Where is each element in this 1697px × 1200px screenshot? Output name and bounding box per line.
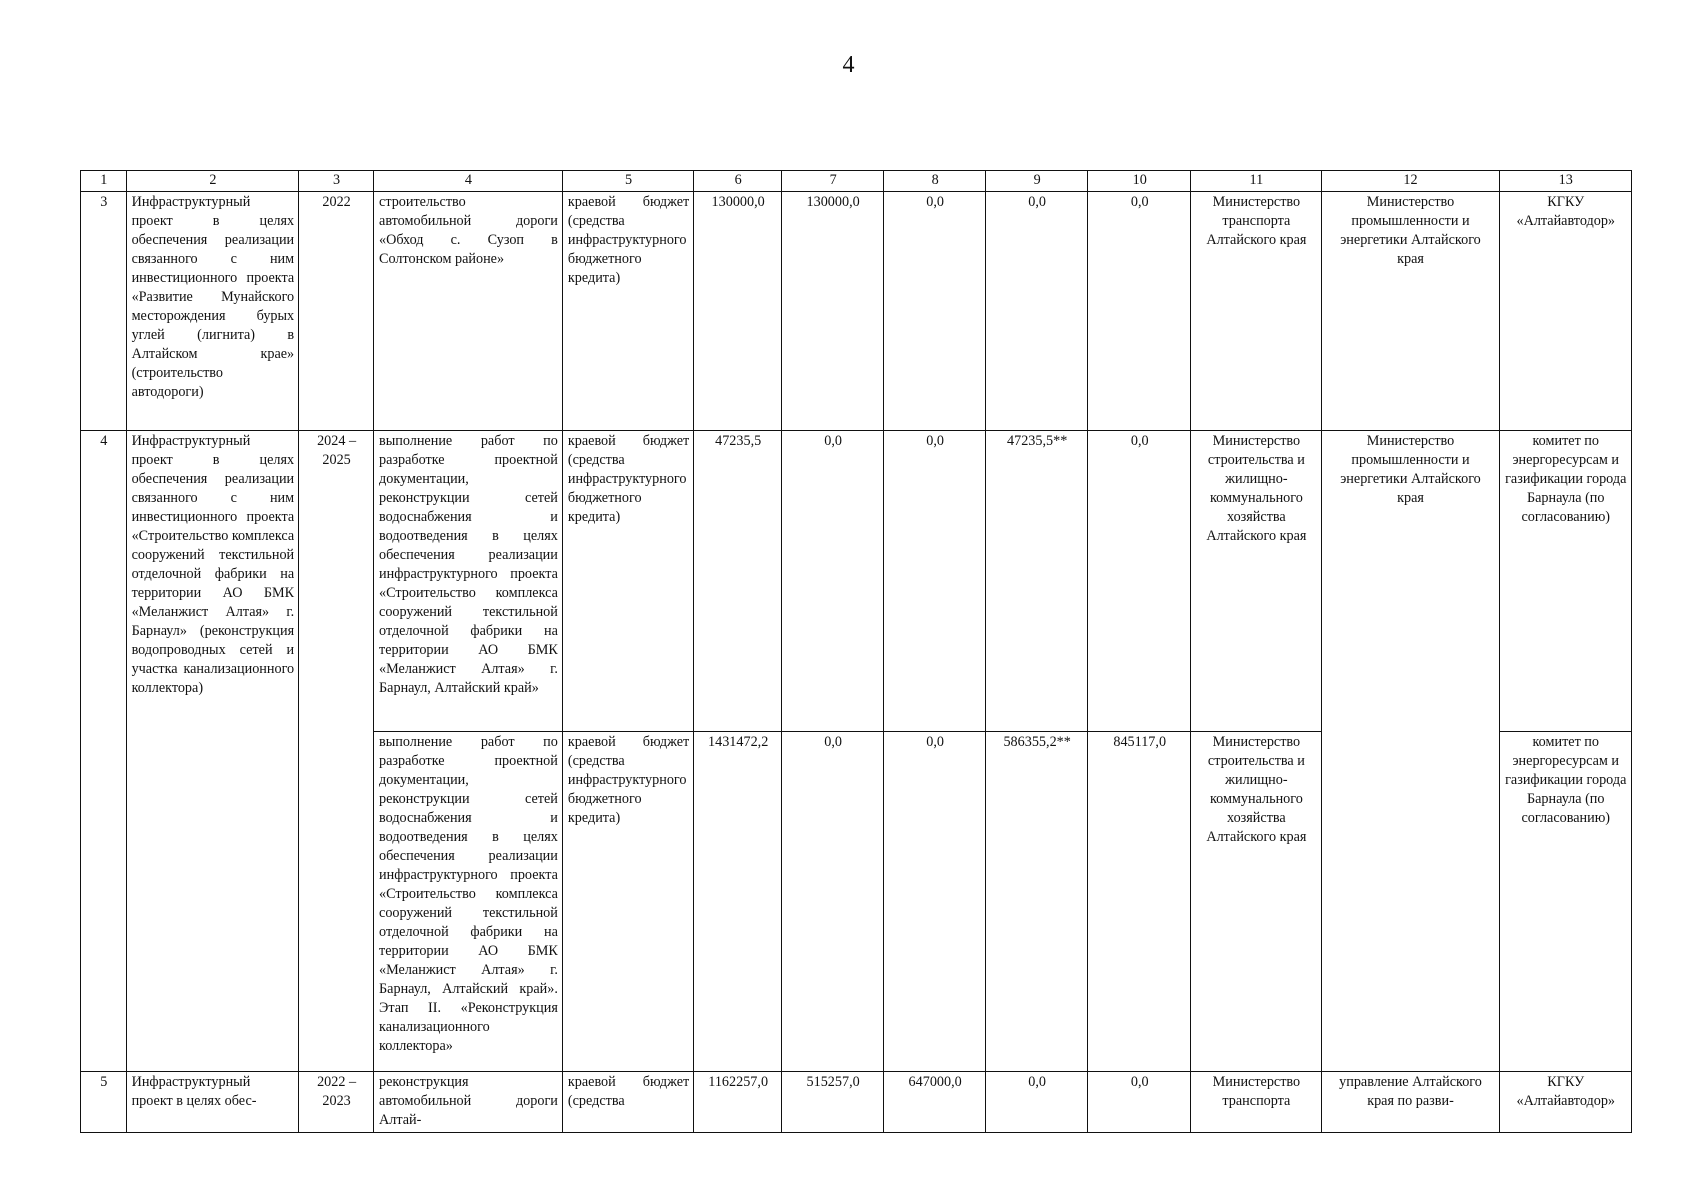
funds-recipient: комитет по энергоресурсам и газификации города Барнаула (по согласованию) bbox=[1499, 732, 1632, 1072]
project-name: Инфраструктурный проект в целях обеспечения реализации связанного с ним инвестиционного проекта «Строительство комплекса сооружений текстильной отделочной фабрики на территории АО БМК «Меланжист Алтая» г. Барнаул» (реконструкция водопроводных сетей и участка канализационного коллектора) bbox=[126, 431, 299, 1072]
page-number: 4 bbox=[842, 52, 855, 78]
funding-source: краевой бюджет (средства инфраструктурного бюджетного кредита) bbox=[562, 192, 693, 431]
event-description: реконструкция автомобильной дороги Алтай- bbox=[374, 1072, 563, 1133]
column-header: 12 bbox=[1321, 171, 1499, 192]
column-header: 2 bbox=[126, 171, 299, 192]
event-description: выполнение работ по разработке проектной документации, реконструкции сетей водоснабжения и водоотведения в целях обеспечения реализации инфраструктурного проекта «Строительство комплекса сооружений текстильной отделочной фабрики на территории АО БМК «Меланжист Алтая» г. Барнаул, Алтайский край». Этап II. «Реконструкция канализационного коллектора» bbox=[374, 732, 563, 1072]
amount-col7: 130000,0 bbox=[782, 192, 884, 431]
amount-total: 1431472,2 bbox=[694, 732, 782, 1072]
amount-col10: 0,0 bbox=[1088, 192, 1191, 431]
column-header: 8 bbox=[884, 171, 986, 192]
project-years: 2022 bbox=[299, 192, 374, 431]
column-header: 3 bbox=[299, 171, 374, 192]
amount-col10: 0,0 bbox=[1088, 1072, 1191, 1133]
amount-col8: 0,0 bbox=[884, 192, 986, 431]
amount-col8: 647000,0 bbox=[884, 1072, 986, 1133]
row-number: 4 bbox=[81, 431, 127, 1072]
amount-col9: 0,0 bbox=[986, 192, 1088, 431]
row-number: 3 bbox=[81, 192, 127, 431]
table-row bbox=[81, 192, 1632, 431]
row-number: 5 bbox=[81, 1072, 127, 1133]
amount-total: 1162257,0 bbox=[694, 1072, 782, 1133]
amount-col9: 0,0 bbox=[986, 1072, 1088, 1133]
event-description: выполнение работ по разработке проектной документации, реконструкции сетей водоснабжения и водоотведения в целях обеспечения реализации инфраструктурного проекта «Строительство комплекса сооружений текстильной отделочной фабрики на территории АО БМК «Меланжист Алтая» г. Барнаул, Алтайский край» bbox=[374, 431, 563, 732]
project-years: 2024 – 2025 bbox=[299, 431, 374, 1072]
project-name: Инфраструктурный проект в целях обес- bbox=[126, 1072, 299, 1133]
column-number-row bbox=[81, 171, 1632, 192]
amount-col8: 0,0 bbox=[884, 732, 986, 1072]
amount-col10: 0,0 bbox=[1088, 431, 1191, 732]
program-table bbox=[80, 170, 1632, 1133]
column-header: 7 bbox=[782, 171, 884, 192]
amount-col10: 845117,0 bbox=[1088, 732, 1191, 1072]
funds-recipient: КГКУ «Алтайавтодор» bbox=[1499, 1072, 1632, 1133]
responsible-executor: Министерство строительства и жилищно-коммунального хозяйства Алтайского края bbox=[1191, 431, 1321, 732]
amount-col9: 47235,5** bbox=[986, 431, 1088, 732]
project-name: Инфраструктурный проект в целях обеспечения реализации связанного с ним инвестиционного проекта «Развитие Мунайского месторождения бурых углей (лигнита) в Алтайском крае» (строительство автодороги) bbox=[126, 192, 299, 431]
amount-col8: 0,0 bbox=[884, 431, 986, 732]
table-row bbox=[81, 431, 1632, 732]
column-header: 4 bbox=[374, 171, 563, 192]
responsible-executor: Министерство транспорта bbox=[1191, 1072, 1321, 1133]
funds-recipient: КГКУ «Алтайавтодор» bbox=[1499, 192, 1632, 431]
column-header: 6 bbox=[694, 171, 782, 192]
responsible-executor: Министерство строительства и жилищно-коммунального хозяйства Алтайского края bbox=[1191, 732, 1321, 1072]
amount-col7: 0,0 bbox=[782, 431, 884, 732]
responsible-executor: Министерство транспорта Алтайского края bbox=[1191, 192, 1321, 431]
column-header: 1 bbox=[81, 171, 127, 192]
funding-source: краевой бюджет (средства инфраструктурного бюджетного кредита) bbox=[562, 732, 693, 1072]
column-header: 11 bbox=[1191, 171, 1321, 192]
table-row bbox=[81, 1072, 1632, 1133]
column-header: 5 bbox=[562, 171, 693, 192]
amount-total: 47235,5 bbox=[694, 431, 782, 732]
amount-col7: 515257,0 bbox=[782, 1072, 884, 1133]
funding-source: краевой бюджет (средства инфраструктурного бюджетного кредита) bbox=[562, 431, 693, 732]
funds-recipient: комитет по энергоресурсам и газификации города Барнаула (по согласованию) bbox=[1499, 431, 1632, 732]
funding-source: краевой бюджет (средства bbox=[562, 1072, 693, 1133]
column-header: 9 bbox=[986, 171, 1088, 192]
co-executor: Министерство промышленности и энергетики Алтайского края bbox=[1321, 431, 1499, 1072]
amount-total: 130000,0 bbox=[694, 192, 782, 431]
event-description: строительство автомобильной дороги «Обход с. Сузоп в Солтонском районе» bbox=[374, 192, 563, 431]
project-years: 2022 – 2023 bbox=[299, 1072, 374, 1133]
amount-col7: 0,0 bbox=[782, 732, 884, 1072]
column-header: 13 bbox=[1499, 171, 1632, 192]
column-header: 10 bbox=[1088, 171, 1191, 192]
amount-col9: 586355,2** bbox=[986, 732, 1088, 1072]
co-executor: управление Алтайского края по разви- bbox=[1321, 1072, 1499, 1133]
co-executor: Министерство промышленности и энергетики Алтайского края bbox=[1321, 192, 1499, 431]
